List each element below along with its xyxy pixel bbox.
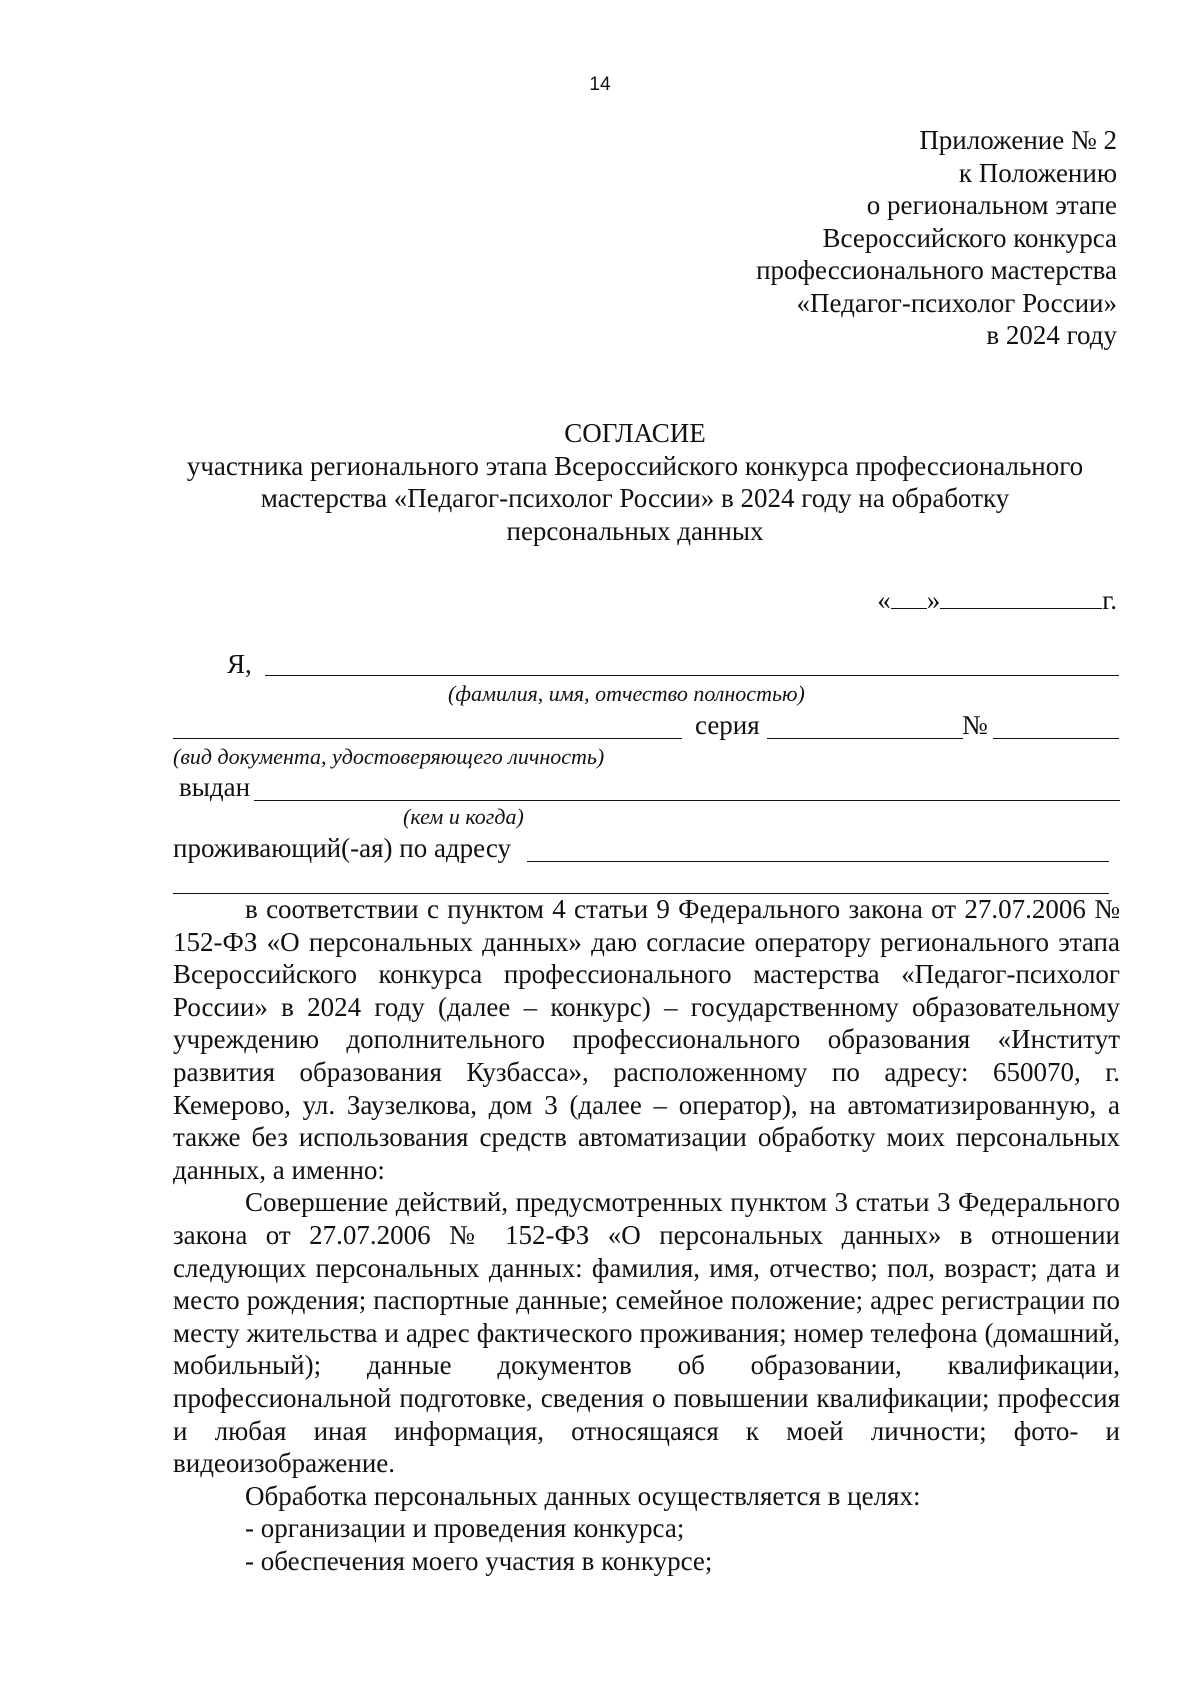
title-heading: СОГЛАСИЕ [564,418,706,448]
number-label: № [962,710,988,740]
appendix-line: к Положению [958,157,1117,188]
issued-blank[interactable] [254,800,1120,801]
document-title [150,417,1120,547]
appendix-header [756,124,1117,352]
appendix-line: о региональном этапе [866,190,1117,220]
appendix-line: Всероссийского конкурса [822,222,1117,253]
body-paragraph: Совершение действий, предусмотренных пунктом 3 статьи 3 Федерального закона от 27.07.2006 № 152-ФЗ «О персональных данных» в отношении следующих персональных данных: фамилия, имя, отчество; пол, возраст; дата и место рождения; паспортные данные; семейное положение; адрес регистрации по месту жительства и адрес фактического проживания; номер телефона (домашний, мобильный); данные документов об образовании, квалификации, профессиональной подготовке, сведения о повышении квалификации; профессия и любая иная информация, относящаяся к моей личности; фото- и видеоизображение. [173,1187,1120,1479]
appendix-line: профессионального мастерства [756,255,1117,285]
body-paragraph: Обработка персональных данных осуществляется в целях: [245,1480,921,1511]
issued-label: выдан [179,772,251,802]
year-suffix: г. [1102,585,1117,615]
date-close-quote: » [926,585,941,615]
appendix-line: «Педагог-психолог России» [796,287,1117,318]
series-blank[interactable] [767,738,963,739]
title-line: участника регионального этапа Всероссийского конкурса профессионального [186,450,1084,481]
appendix-line: в 2024 году [986,320,1117,350]
date-field[interactable] [877,584,1117,616]
i-label: Я, [227,649,252,679]
consent-body [173,893,1120,1577]
purpose-item: - организации и проведения конкурса; [245,1513,685,1544]
issued-hint: (кем и когда) [403,804,524,829]
address-label: проживающий(-ая) по адресу [173,833,511,863]
body-paragraph: в соответствии с пунктом 4 статьи 9 Федерального закона от 27.07.2006 № 152-ФЗ «О персональных данных» даю согласие оператору регионального этапа Всероссийского конкурса профессионального мастерства «Педагог-психолог России» в 2024 году (далее – конкурс) – государственному образовательному учреждению дополнительного профессионального образования «Институт развития образования Кузбасса», расположенному по адресу: 650070, г. Кемерово, ул. Заузелкова, дом 3 (далее – оператор), на автоматизированную, а также без использования средств автоматизации обработку моих персональных данных, а именно: [173,894,1120,1185]
address-blank[interactable] [527,861,1109,862]
series-label: серия [695,710,760,740]
appendix-line: Приложение № 2 [919,125,1117,155]
title-line: персональных данных [506,515,764,546]
fio-blank[interactable] [265,675,1119,676]
document-hint: (вид документа, удостоверяющего личность) [173,744,605,769]
number-blank[interactable] [993,738,1119,739]
purpose-item: - обеспечения моего участия в конкурсе; [245,1545,713,1576]
date-open-quote: « [877,585,891,615]
fio-hint: (фамилия, имя, отчество полностью) [448,681,805,706]
document-type-blank[interactable] [173,738,682,739]
month-year-blank[interactable] [940,584,1102,609]
title-line: мастерства «Педагог-психолог России» в 2024 году на обработку [260,483,1010,513]
page-number: 14 [589,74,611,95]
day-blank[interactable] [891,584,927,609]
